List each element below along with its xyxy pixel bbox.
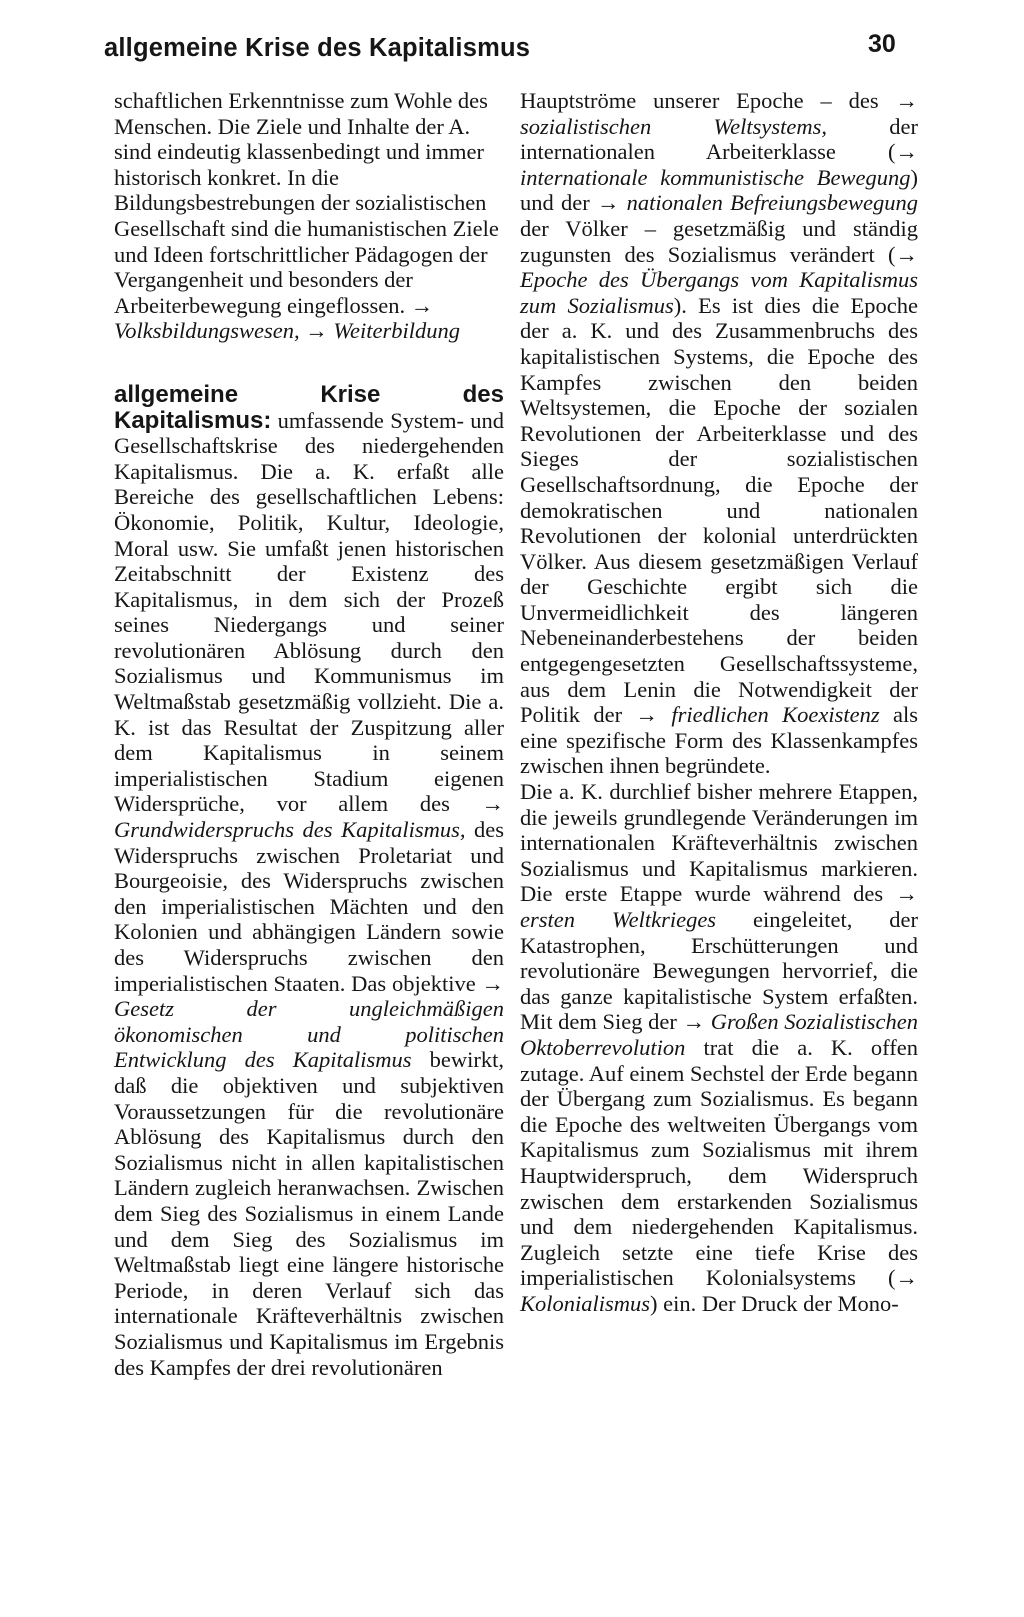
cross-reference-arrow: → bbox=[895, 1265, 918, 1291]
cross-reference-arrow: → bbox=[410, 292, 434, 318]
dictionary-entry: allgemeine Krise des Kapitalismus: umfassende System- und Gesellschaftskrise des niedergehenden Kapitalismus. Die a. K. erfaßt alle Bereiche des gesellschaftlichen Lebens: Ökonomie, Politik, Kultur, Ideologie, Moral usw. Sie umfaßt jenen historischen Zeitabschnitt der Existenz des Kapitalismus, in dem sich der Prozeß seines Niedergangs und seiner revolutionären Ablösung durch den Sozialismus und Kommunismus im Weltmaßstab gesetzmäßig vollzieht. Die a. K. ist das Resultat der Zuspitzung aller dem Kapitalismus in seinem imperialistischen Stadium eigenen Widersprüche, vor allem des → Grundwiderspruchs des Kapitalismus, des Widerspruchs zwischen Proletariat und Bourgeoisie, des Widerspruchs zwischen den imperialistischen Mächten und den Kolonien und abhängigen Ländern sowie des Widerspruchs zwischen den imperialistischen Staaten. Das objektive → Gesetz der ungleichmäßigen ökonomischen und politischen Entwicklung des Kapitalismus bewirkt, daß die objektiven und subjektiven Voraussetzungen für die revolutionäre Ablösung des Kapitalismus durch den Sozialismus nicht in allen kapitalistischen Ländern zugleich heranwachsen. Zwischen dem Sieg des Sozialismus in einem Lande und dem Sieg des Sozialismus im Weltmaßstab liegt eine längere historische Periode, in deren Verlauf sich das internationale Kräfteverhältnis zwischen Sozialismus und Kapitalismus im Ergebnis des Kampfes der drei revolutionären bbox=[114, 380, 505, 1380]
cross-reference-arrow: → bbox=[481, 791, 504, 817]
page-number: 30 bbox=[868, 30, 896, 58]
cross-reference-link[interactable]: Volksbildungswesen, bbox=[114, 318, 300, 344]
cross-reference-link[interactable]: Epoche des Übergangs vom Kapitalismus zum Sozialismus bbox=[520, 267, 918, 318]
cross-reference-arrow: → bbox=[895, 881, 918, 907]
cross-reference-link[interactable]: Kolonialismus bbox=[520, 1290, 651, 1316]
cross-reference-arrow: → bbox=[305, 318, 328, 344]
cross-reference-link[interactable]: internationale kommunistische Bewegung bbox=[520, 164, 911, 190]
entry-paragraph: Hauptströme unserer Epoche – des → sozialistischen Weltsystems, der internationalen Arbeiterklasse (→ internationale kommunistische Bewegung) und der → nationalen Befreiungsbewegung der Völker – gesetzmäßig und ständig zugunsten des Sozialismus verändert (→ Epoche des Übergangs vom Kapitalismus zum Sozialismus). Es ist dies die Epoche der a. K. und des Zusammenbruchs des kapitalistischen Systems, die Epoche des Kampfes zwischen den beiden Weltsystemen, die Epoche der sozialen Revolutionen der Arbeiterklasse und des Sieges der sozialistischen Gesellschaftsordnung, die Epoche der demokratischen und nationalen Revolutionen der kolonial unterdrückten Völker. Aus diesem gesetzmäßigen Verlauf der Geschichte ergibt sich die Unvermeidlichkeit des längeren Nebeneinanderbestehens der beiden entgegengesetzten Gesellschaftssysteme, aus dem Lenin die Notwendigkeit der Politik der → friedlichen Koexistenz als eine spezifische Form des Klassenkampfes zwischen ihnen begründete. bbox=[520, 88, 919, 779]
cross-reference-link[interactable]: friedlichen Koexistenz bbox=[671, 702, 880, 728]
cross-reference-link[interactable]: ersten Weltkrieges bbox=[520, 907, 717, 932]
cross-reference-link[interactable]: Gesetz der ungleichmäßigen ökonomischen und politischen Entwicklung des Kapitalismus bbox=[114, 996, 504, 1073]
entry-headword: allgemeine Krise des Kapitalismus: bbox=[114, 380, 504, 434]
cross-reference-arrow: → bbox=[895, 241, 918, 267]
cross-reference-arrow: → bbox=[895, 88, 918, 113]
right-column bbox=[520, 88, 918, 1317]
cross-reference-arrow: → bbox=[481, 970, 504, 996]
cross-reference-link[interactable]: Weiterbildung bbox=[333, 318, 461, 344]
cross-reference-arrow: → bbox=[596, 190, 620, 216]
left-column bbox=[114, 88, 504, 1380]
cross-reference-link[interactable]: sozialistischen Weltsystems, bbox=[520, 113, 828, 139]
previous-entry-continuation: schaftlichen Erkenntnisse zum Wohle des Menschen. Die Ziele und Inhalte der A. sind eindeutig klassenbedingt und immer historisch konkret. In die Bildungsbestrebungen der sozialistischen Gesellschaft sind die humanistischen Ziele und Ideen fortschrittlicher Pädagogen der Vergangenheit und besonders der Arbeiterbewegung eingeflossen. → Volksbildungswesen, → Weiterbildung bbox=[114, 88, 499, 344]
cross-reference-link[interactable]: Großen Sozialistischen Oktoberrevolution bbox=[520, 1009, 919, 1060]
cross-reference-arrow: → bbox=[635, 702, 658, 728]
running-header-title: allgemeine Krise des Kapitalismus bbox=[104, 34, 531, 62]
cross-reference-link[interactable]: Grundwiderspruchs des Kapitalismus, bbox=[114, 817, 466, 843]
cross-reference-link[interactable]: nationalen Befreiungsbewegung bbox=[626, 190, 919, 216]
cross-reference-arrow: → bbox=[682, 1009, 706, 1035]
entry-paragraph: Die a. K. durchlief bisher mehrere Etappen, die jeweils grundlegende Veränderungen im internationalen Kräfteverhältnis zwischen Sozialismus und Kapitalismus markieren. Die erste Etappe wurde während des → ersten Weltkrieges eingeleitet, der Katastrophen, Erschütterungen und revolutionäre Bewegungen hervorrief, die das ganze kapitalistische System erfaßten. Mit dem Sieg der → Großen Sozialistischen Oktoberrevolution trat die a. K. offen zutage. Auf einem Sechstel der Erde begann der Übergang zum Sozialismus. Es begann die Epoche des weltweiten Übergangs vom Kapitalismus zum Sozialismus mit ihrem Hauptwiderspruch, dem Widerspruch zwischen dem erstarkenden Sozialismus und dem niedergehenden Kapitalismus. Zugleich setzte eine tiefe Krise des imperialistischen Kolonialsystems (→ Kolonialismus) ein. Der Druck der Mono- bbox=[520, 779, 919, 1316]
cross-reference-arrow: → bbox=[895, 139, 918, 165]
